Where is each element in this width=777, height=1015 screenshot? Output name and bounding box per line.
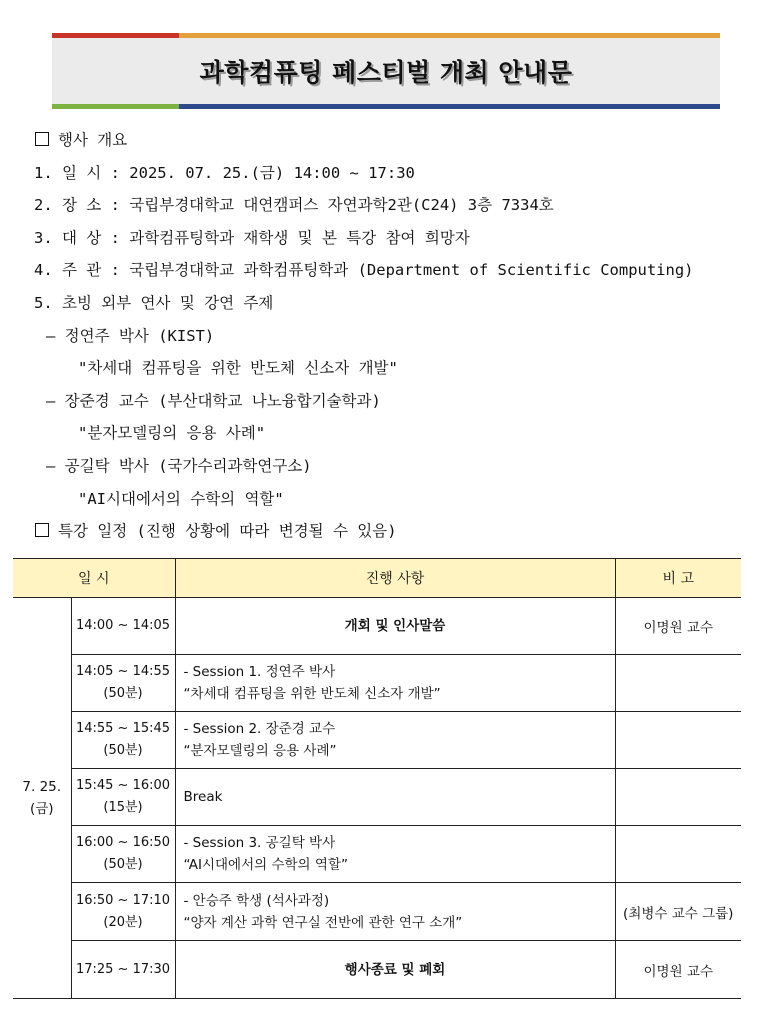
time-range: 14:00 ~ 14:05 (75, 618, 171, 633)
overview-heading-text: 행사 개요 (58, 131, 128, 149)
time-cell (71, 598, 175, 655)
overview-section (34, 124, 754, 548)
program-line1: - 안승주 학생 (석사과정) (183, 892, 330, 909)
note-cell: 이명원 교수 (615, 598, 741, 655)
item-value: 국립부경대학교 대연캠퍼스 자연과학2관(C24) 3층 7334호 (129, 196, 554, 215)
program-line1: - Session 3. 공길탁 박사 (183, 835, 336, 851)
title-banner (52, 33, 720, 109)
note-cell (615, 655, 741, 712)
item-label: 2. 장 소 : (34, 196, 120, 215)
table-row (13, 712, 741, 769)
time-range: 17:25 ~ 17:30 (75, 961, 171, 977)
item-label: 1. 일 시 : (34, 163, 120, 182)
time-range: 16:00 ~ 16:50 (75, 835, 171, 850)
speaker-topic: "분자모델링의 응용 사례" (78, 424, 266, 443)
date-line1: 7. 25. (22, 779, 62, 795)
table-row (13, 941, 741, 999)
table-row (13, 598, 741, 655)
program-cell (175, 826, 615, 883)
program-cell (175, 941, 615, 999)
time-cell (71, 655, 175, 712)
speaker-topic: "차세대 컴퓨팅을 위한 반도체 신소자 개발" (78, 359, 398, 378)
speakers-heading: 5. 초빙 외부 연사 및 강연 주제 (34, 293, 274, 312)
duration: (50분) (103, 686, 143, 701)
note-cell (615, 826, 741, 883)
speaker-topic: "AI시대에서의 수학의 역할" (78, 489, 284, 508)
date-line2: (금) (29, 801, 54, 817)
header-date: 일 시 (13, 559, 175, 598)
program-cell (175, 769, 615, 826)
table-row (13, 769, 741, 826)
program-line2: “양자 계산 과학 연구실 전반에 관한 연구 소개” (183, 914, 463, 931)
page-title: 과학컴퓨팅 페스티벌 개최 안내문 (199, 58, 573, 87)
header-note: 비 고 (615, 559, 741, 598)
checkbox-square-icon (35, 523, 49, 537)
title-bar-bottom (52, 104, 720, 109)
table-row (13, 826, 741, 883)
time-cell (71, 826, 175, 883)
schedule-heading (34, 515, 754, 548)
program-cell (175, 712, 615, 769)
note-cell: (최병수 교수 그룹) (615, 883, 741, 941)
item-label: 3. 대 상 : (34, 228, 120, 247)
table-header-row (13, 559, 741, 598)
time-range: 15:45 ~ 16:00 (75, 778, 171, 793)
overview-item-date (34, 157, 754, 190)
bar-bottom-left (52, 104, 179, 109)
date-cell (13, 598, 71, 999)
time-cell (71, 769, 175, 826)
program-line1: 행사종료 및 폐회 (344, 961, 446, 978)
time-cell (71, 883, 175, 941)
overview-heading (34, 124, 754, 157)
time-range: 16:50 ~ 17:10 (75, 892, 171, 908)
checkbox-square-icon (35, 132, 49, 146)
schedule-heading-text: 특강 일정 (진행 상황에 따라 변경될 수 있음) (58, 522, 397, 541)
time-cell (71, 941, 175, 999)
program-line2: “분자모델링의 응용 사례” (183, 743, 337, 759)
schedule-table (13, 558, 741, 999)
note-cell (615, 712, 741, 769)
program-cell (175, 598, 615, 655)
duration: (50분) (103, 857, 143, 872)
duration: (50분) (103, 743, 143, 758)
note-cell: 이명원 교수 (615, 941, 741, 999)
table-row (13, 883, 741, 941)
program-cell (175, 883, 615, 941)
program-line2: “AI시대에서의 수학의 역할” (183, 857, 348, 873)
table-row (13, 655, 741, 712)
overview-item-host (34, 254, 754, 287)
program-line1: - Session 2. 장준경 교수 (183, 721, 336, 737)
program-cell (175, 655, 615, 712)
time-cell (71, 712, 175, 769)
duration: (15분) (103, 800, 143, 815)
program-line1: Break (183, 789, 223, 805)
speaker-name: – 장준경 교수 (부산대학교 나노융합기술학과) (46, 391, 381, 410)
program-line2: “차세대 컴퓨팅을 위한 반도체 신소자 개발” (183, 686, 441, 702)
bar-bottom-right (179, 104, 720, 109)
speaker-name: – 정연주 박사 (KIST) (46, 326, 215, 345)
time-range: 14:05 ~ 14:55 (75, 664, 171, 679)
header-program: 진행 사항 (175, 559, 615, 598)
overview-item-target (34, 222, 754, 255)
item-value: 과학컴퓨팅학과 재학생 및 본 특강 참여 희망자 (129, 228, 470, 247)
overview-item-place (34, 189, 754, 222)
note-cell (615, 769, 741, 826)
duration: (20분) (103, 914, 143, 930)
item-label: 4. 주 관 : (34, 261, 120, 280)
item-value: 국립부경대학교 과학컴퓨팅학과 (Department of Scientific Computing) (129, 261, 694, 280)
item-value: 2025. 07. 25.(금) 14:00 ~ 17:30 (129, 163, 415, 182)
program-line1: - Session 1. 정연주 박사 (183, 664, 336, 680)
speaker-name: – 공길탁 박사 (국가수리과학연구소) (46, 456, 312, 475)
time-range: 14:55 ~ 15:45 (75, 721, 171, 736)
program-line1: 개회 및 인사말씀 (344, 618, 446, 634)
title-box (52, 38, 720, 104)
